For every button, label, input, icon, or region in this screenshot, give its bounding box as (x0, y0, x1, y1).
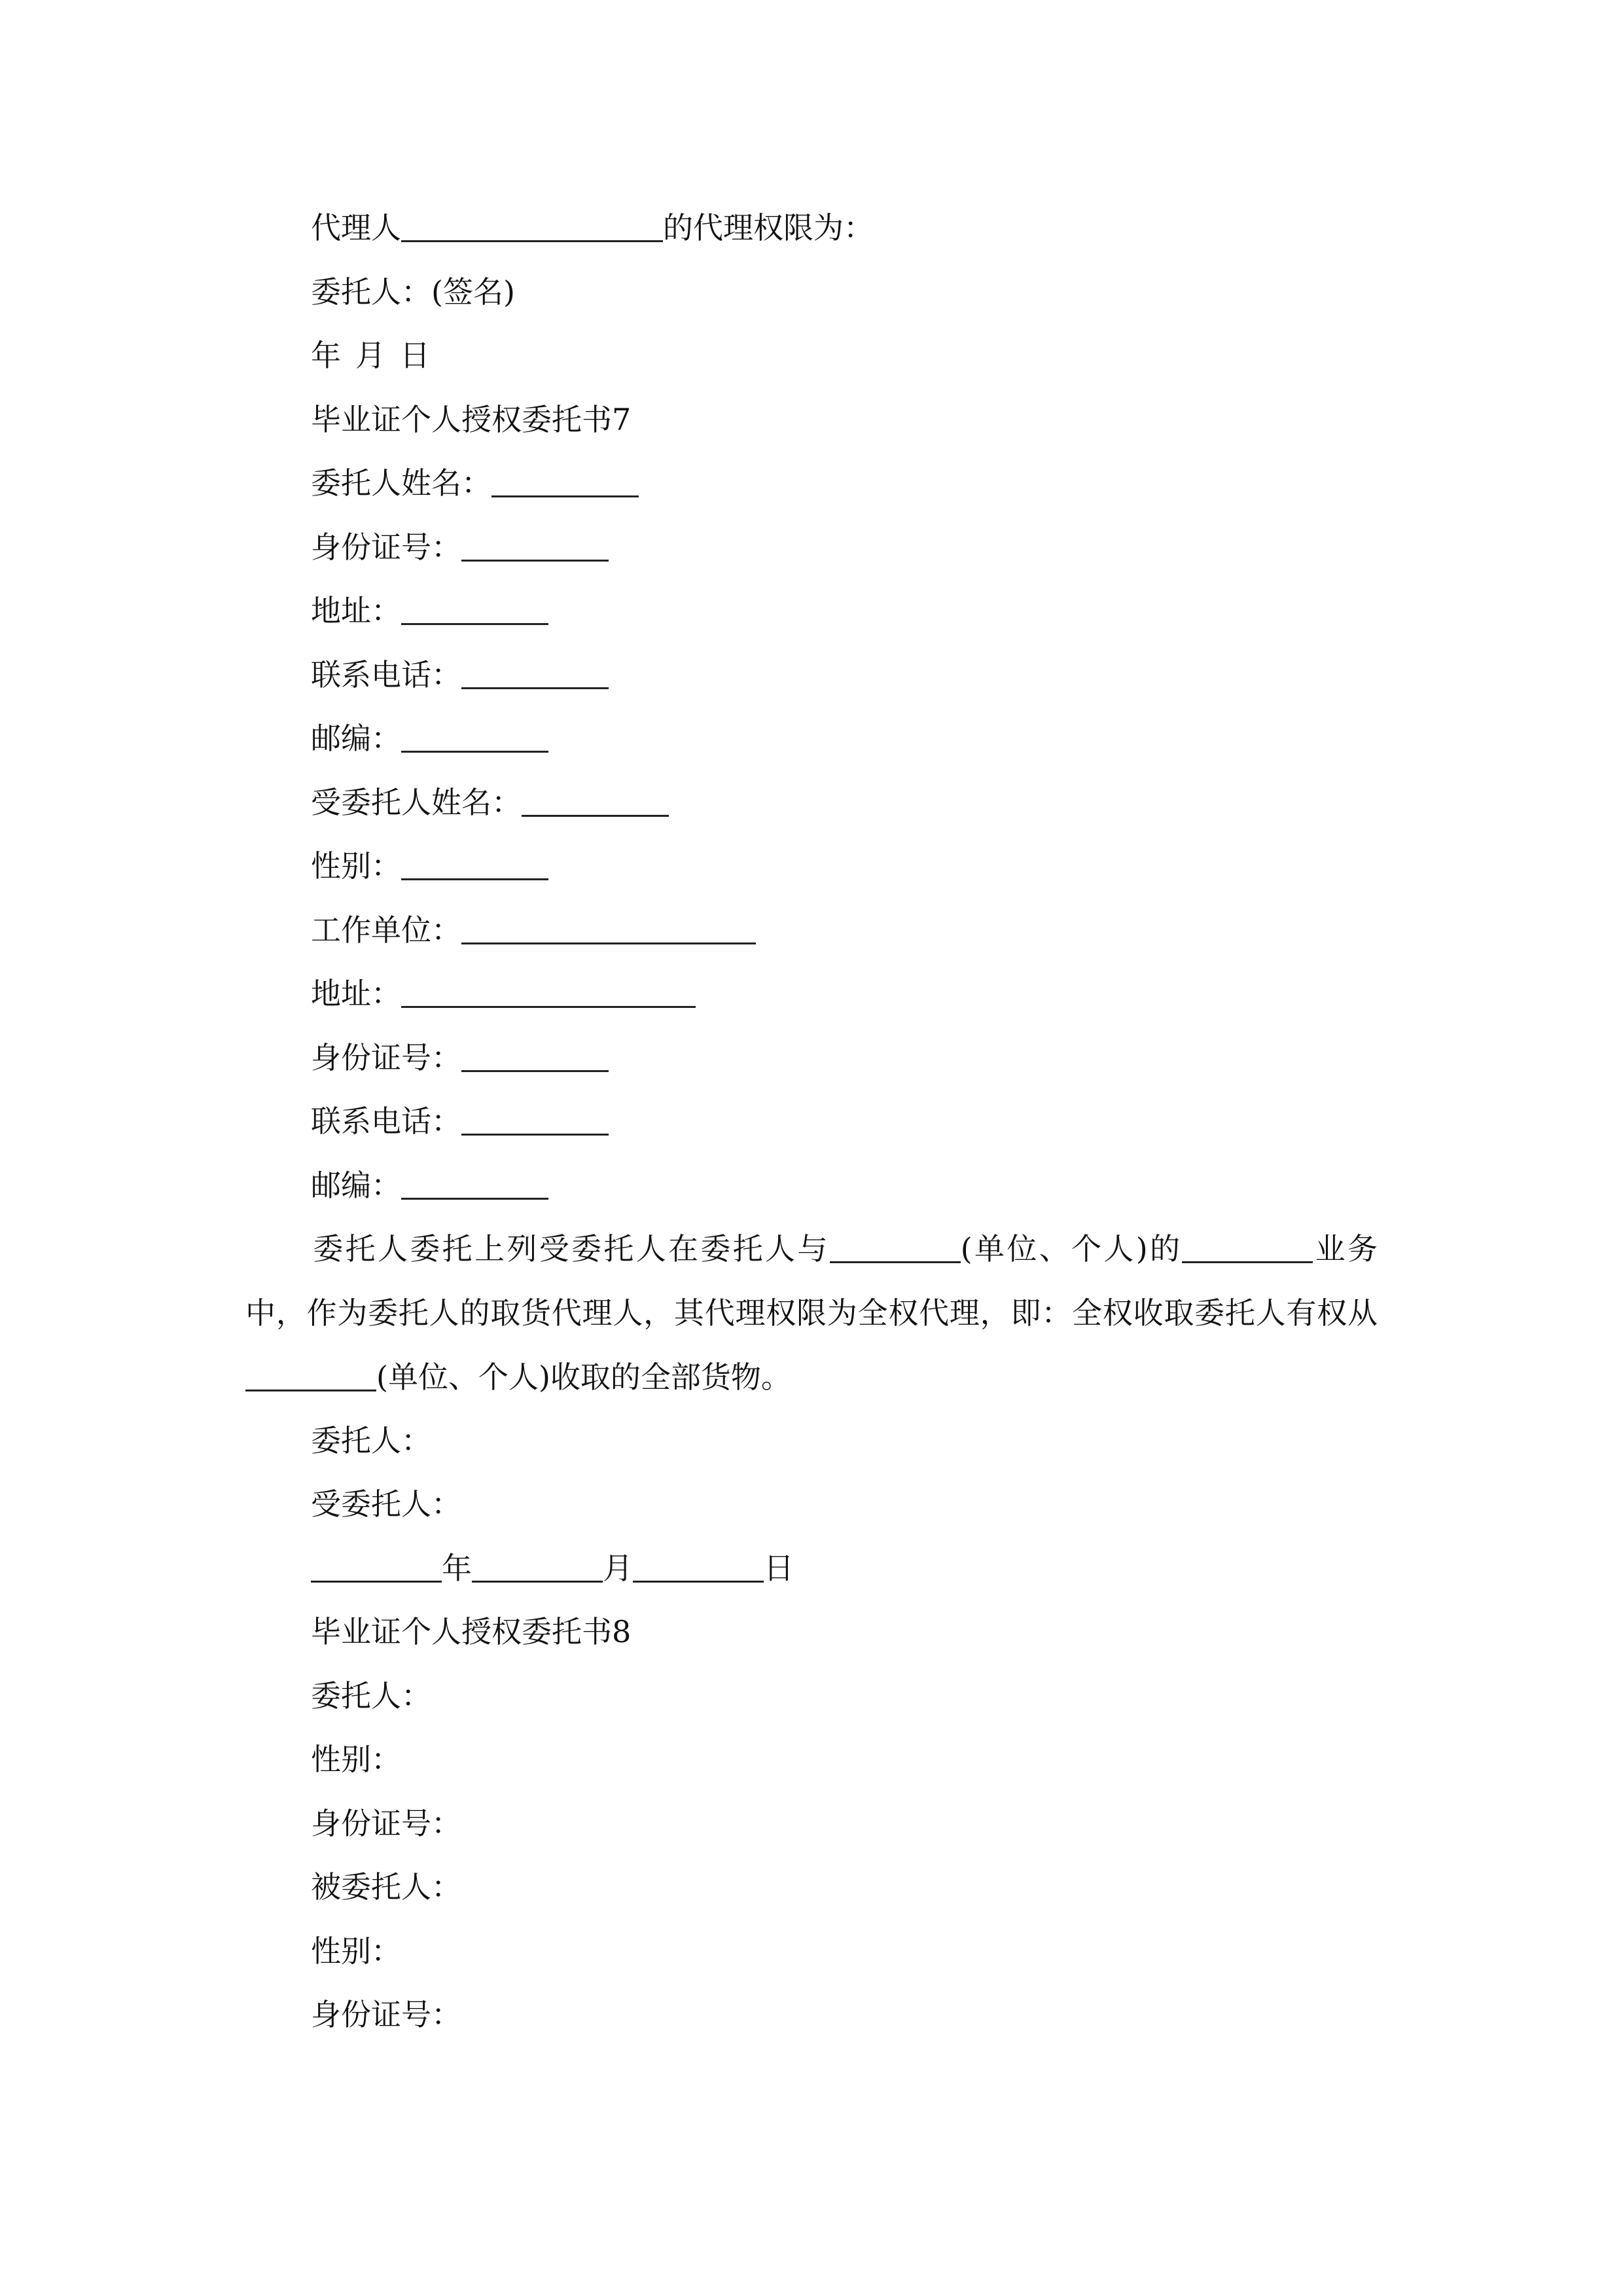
field-label: 联系电话： (311, 657, 461, 692)
s7-agent-sign: 受委托人： (311, 1486, 461, 1522)
date-year: 年 (442, 1551, 472, 1586)
section-8-title: 毕业证个人授权委托书8 (311, 1614, 632, 1649)
date-day: 日 (400, 338, 430, 373)
field-blank (461, 1102, 609, 1136)
field-label: 工作单位： (311, 912, 461, 948)
s7-date-line (311, 1545, 794, 1591)
field-label: 地址： (311, 976, 401, 1011)
date-month: 月 (603, 1551, 633, 1586)
party-blank (830, 1230, 961, 1263)
section-7-title: 毕业证个人授权委托书7 (311, 402, 632, 437)
field-blank (461, 528, 609, 562)
business-blank (1182, 1230, 1313, 1263)
s7-postcode (311, 715, 548, 761)
date-month: 月 (355, 338, 385, 373)
year-blank (311, 1549, 442, 1583)
field-label: 身份证号： (311, 1040, 461, 1075)
field-blank (461, 656, 609, 689)
agent-scope-line (311, 205, 874, 251)
field-label: 邮编： (311, 1168, 401, 1203)
s7-address (311, 588, 548, 634)
date-day: 日 (764, 1551, 794, 1586)
para-text: 委托人委托上列受委托人在委托人与 (311, 1231, 830, 1266)
s7-agent-address (311, 971, 696, 1016)
agent-blank (401, 209, 663, 242)
field-label: 委托人姓名： (311, 465, 491, 501)
field-blank (401, 847, 548, 880)
s8-gender: 性别： (311, 1742, 401, 1777)
field-blank (401, 1166, 548, 1200)
field-blank (461, 911, 756, 944)
s8-agent-gender: 性别： (311, 1933, 401, 1969)
field-label: 地址： (311, 593, 401, 628)
s7-principal-sign: 委托人： (311, 1423, 431, 1458)
field-blank (461, 1039, 609, 1072)
s7-authorization-paragraph (245, 1217, 1378, 1409)
principal-signature: 委托人：(签名) (311, 274, 515, 310)
field-label: 受委托人姓名： (311, 785, 522, 820)
field-blank (522, 783, 669, 817)
field-blank (401, 719, 548, 753)
field-label: 邮编： (311, 721, 401, 756)
s8-id-number: 身份证号： (311, 1806, 461, 1841)
field-blank (401, 975, 696, 1008)
field-label: 性别： (311, 848, 401, 884)
date-line (311, 332, 430, 378)
month-blank (472, 1549, 603, 1583)
s8-principal: 委托人： (311, 1678, 431, 1713)
s7-phone (311, 652, 609, 698)
s7-agent-phone (311, 1098, 609, 1144)
agent-scope-label: 代理人 (311, 210, 401, 245)
para-text: 业务中，作为委托人的取货代理人，其代理权限为全权代理，即：全权收取委托人有权从 (245, 1231, 1378, 1331)
s7-agent-name (311, 780, 669, 825)
date-year: 年 (311, 338, 341, 373)
field-label: 联系电话： (311, 1103, 461, 1139)
s7-agent-postcode (311, 1162, 548, 1208)
source-blank (245, 1358, 376, 1391)
s7-principal-name (311, 460, 639, 506)
s7-id-number (311, 524, 609, 570)
field-blank (401, 592, 548, 625)
field-label: 身份证号： (311, 529, 461, 565)
agent-scope-suffix: 的代理权限为： (663, 210, 874, 245)
s8-agent-id-number: 身份证号： (311, 1997, 461, 2032)
field-blank (491, 464, 639, 497)
para-text: (单位、个人)收取的全部货物。 (376, 1359, 791, 1395)
day-blank (633, 1549, 764, 1583)
s7-gender (311, 843, 548, 889)
s7-agent-id-number (311, 1035, 609, 1081)
s7-employer (311, 907, 756, 953)
s8-agent: 被委托人： (311, 1869, 461, 1905)
para-text: (单位、个人)的 (960, 1231, 1183, 1266)
